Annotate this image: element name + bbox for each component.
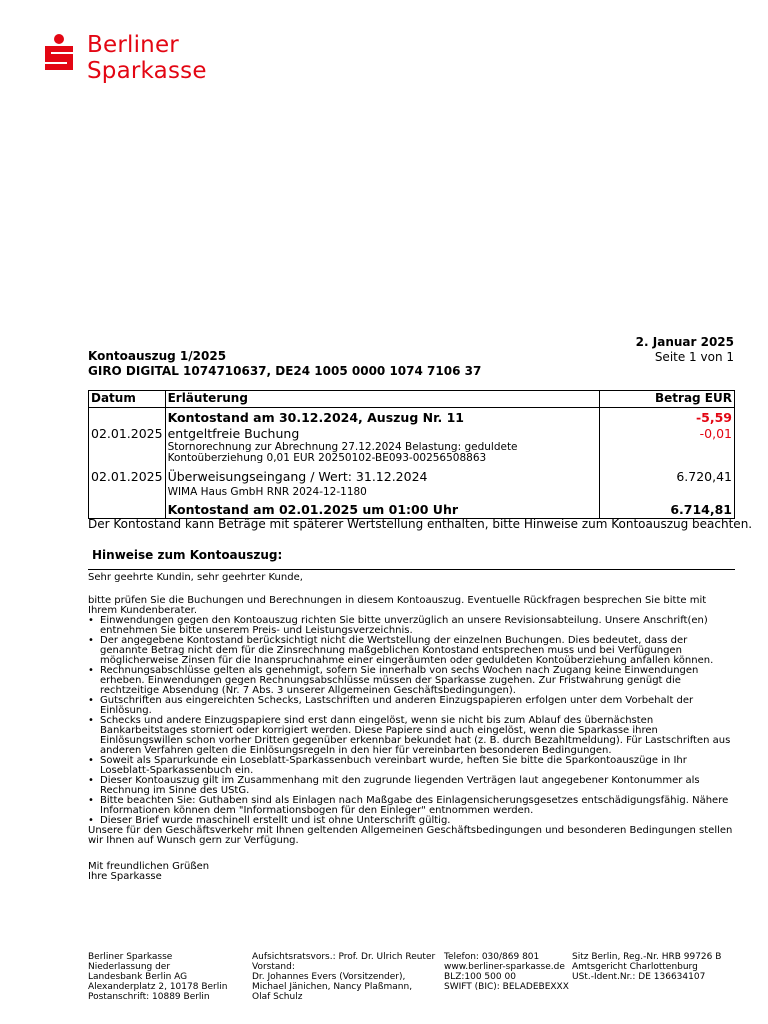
balance-note: Der Kontostand kann Beträge mit späterer Wertstellung enthalten, bitte Hinweise zum Kontoauszug beachten. [88,517,753,531]
list-item: • Soweit als Sparurkunde ein Loseblatt-Sparkassenbuch vereinbart wurde, heften Sie bitte die Sparkontoauszüge in Ihr Loseblatt-Sparkassenbuch ein. [88,756,738,776]
table-header-row [89,391,735,408]
closing-balance-label: Kontostand am 02.01.2025 um 01:00 Uhr [165,502,599,519]
footer-line: BLZ:100 500 00 [444,972,516,982]
entry-detail: Stornorechnung zur Abrechnung 27.12.2024 Belastung: geduldete [167,441,518,453]
account-line: GIRO DIGITAL 1074710637, DE24 1005 0000 1074 7106 37 [88,364,482,378]
page-number: Seite 1 von 1 [654,350,734,364]
list-item: • Schecks und andere Einzugspapiere sind erst dann eingelöst, wenn sie nicht bis zum Ablauf des übernächsten Bankarbeitstages storniert oder korrigiert werden. Diese Papiere sind auch eingelöst, wenn die Sparkasse ihren Einlösungswillen schon vorher Dritten gegenüber erkennbar bekundet hat (z. B. durch Bezahltmeldung). Für Lastschriften aus anderen Verfahren gelten die Einlösungsregeln in den hier für vereinbarten besonderen Bedingungen. [88,716,738,756]
intro-text: bitte prüfen Sie die Buchungen und Berechnungen in diesem Kontoauszug. Eventuelle Rückfragen besprechen Sie bitte mit Ihrem Kundenberater. [88,595,707,616]
footer-line: Aufsichtsratsvors.: Prof. Dr. Ulrich Reuter [252,952,436,962]
closing-balance-amount: 6.714,81 [600,502,735,519]
bank-logo [43,32,207,84]
footer-line: USt.-Ident.Nr.: DE 136634107 [572,972,706,982]
footer-line: Landesbank Berlin AG [88,972,188,982]
footer-line: Sitz Berlin, Reg.-Nr. HRB 99726 B [572,952,722,962]
footer-line: Vorstand: [252,962,295,972]
col-header-amount: Betrag EUR [600,391,735,408]
statement-table [88,390,735,519]
date-block [636,335,734,365]
conditions-text: Unsere für den Geschäftsverkehr mit Ihnen geltenden Allgemeinen Geschäftsbedingungen und besonderen Bedingungen stellen wir Ihnen auf Wunsch gern zur Verfügung. [88,825,733,846]
statement-date: 2. Januar 2025 [635,335,734,349]
hints-title: Hinweise zum Kontoauszug: [92,548,283,562]
entry-title: entgeltfreie Buchung [167,426,300,441]
footer-line: Berliner Sparkasse [88,952,173,962]
opening-balance-amount: -5,59 [600,408,735,427]
entry-amount: -0,01 [600,426,735,469]
entry-date: 02.01.2025 [89,469,166,502]
table-row [89,469,735,502]
list-item: • Gutschriften aus eingereichten Schecks, Lastschriften und anderen Einzugspapieren erfolgen unter dem Vorbehalt der Einlösung. [88,696,738,716]
table-row [89,426,735,469]
closing-greeting [88,862,738,882]
entry-detail: Kontoüberziehung 0,01 EUR 20250102-BE093-00256508863 [167,452,487,464]
col-header-date: Datum [89,391,166,408]
footer-line: Telefon: 030/869 801 [444,952,540,962]
footer-address [88,952,227,1002]
footer-line: www.berliner-sparkasse.de [444,962,565,972]
footer-line: Michael Jänichen, Nancy Plaßmann, [252,982,413,992]
col-header-description: Erläuterung [165,391,599,408]
list-item: • Einwendungen gegen den Kontoauszug richten Sie bitte unverzüglich an unsere Revisionsabteilung. Unsere Anschrift(en) entnehmen Sie bitte unserem Preis- und Leistungsverzeichnis. [88,616,738,636]
list-item: • Dieser Kontoauszug gilt im Zusammenhang mit den zugrunde liegenden Verträgen laut angegebener Kontonummer als Rechnung im Sinne des UStG. [88,776,738,796]
list-item: • Dieser Brief wurde maschinell erstellt und ist ohne Unterschrift gültig. [88,816,738,826]
footer-line: Dr. Johannes Evers (Vorsitzender), [252,972,406,982]
list-item: • Der angegebene Kontostand berücksichtigt nicht die Wertstellung der einzelnen Buchungen. Dies bedeutet, dass der genannte Betrag nicht dem für die Zinsrechnung maßgeblichen Kontostand entsprechen muss und bei Verfügungen möglicherweise Zinsen für die Inanspruchnahme einer eingeräumten oder geduldeten Kontoüberziehung anfallen können. [88,636,738,666]
statement-title: Kontoauszug 1/2025 [88,349,227,363]
footer-board [252,952,435,1002]
footer-contact [444,952,569,992]
account-block [88,349,481,379]
list-item: • Bitte beachten Sie: Guthaben sind als Einlagen nach Maßgabe des Einlagensicherungsgesetzes entschädigungsfähig. Nähere Informationen können dem "Informationsbogen für den Einleger" entnommen werden. [88,796,738,816]
greeting-line: Mit freundlichen Grüßen [88,861,210,872]
footer-line: Olaf Schulz [252,992,303,1002]
bank-name [87,32,207,84]
footer-line: Alexanderplatz 2, 10178 Berlin [88,982,228,992]
opening-balance-row [89,408,735,427]
greeting-signature: Ihre Sparkasse [88,871,162,882]
list-item: • Rechnungsabschlüsse gelten als genehmigt, sofern Sie innerhalb von sechs Wochen nach Zugang keine Einwendungen erheben. Einwendungen gegen Rechnungsabschlüsse müssen der Sparkasse zugehen. Zur Fristwahrung genügt die rechtzeitige Absendung (Nr. 7 Abs. 3 unserer Allgemeinen Geschäftsbedingungen). [88,666,738,696]
divider [88,569,735,570]
footer-line: Postanschrift: 10889 Berlin [88,992,210,1002]
hints-list [88,616,738,826]
entry-detail: WIMA Haus GmbH RNR 2024-12-1180 [167,486,367,498]
sparkasse-logo-icon [43,34,75,72]
bank-name-line1: Berliner [87,32,179,58]
footer-registry [572,952,721,982]
opening-balance-label: Kontostand am 30.12.2024, Auszug Nr. 11 [165,408,599,427]
footer-line: Amtsgericht Charlottenburg [572,962,698,972]
hints-body [88,573,738,882]
entry-amount: 6.720,41 [600,469,735,502]
footer-line: SWIFT (BIC): BELADEBEXXX [444,982,569,992]
entry-title: Überweisungseingang / Wert: 31.12.2024 [167,469,428,484]
salutation: Sehr geehrte Kundin, sehr geehrter Kunde, [88,572,303,583]
entry-date: 02.01.2025 [89,426,166,469]
footer-line: Niederlassung der [88,962,171,972]
bank-name-line2: Sparkasse [87,58,207,84]
